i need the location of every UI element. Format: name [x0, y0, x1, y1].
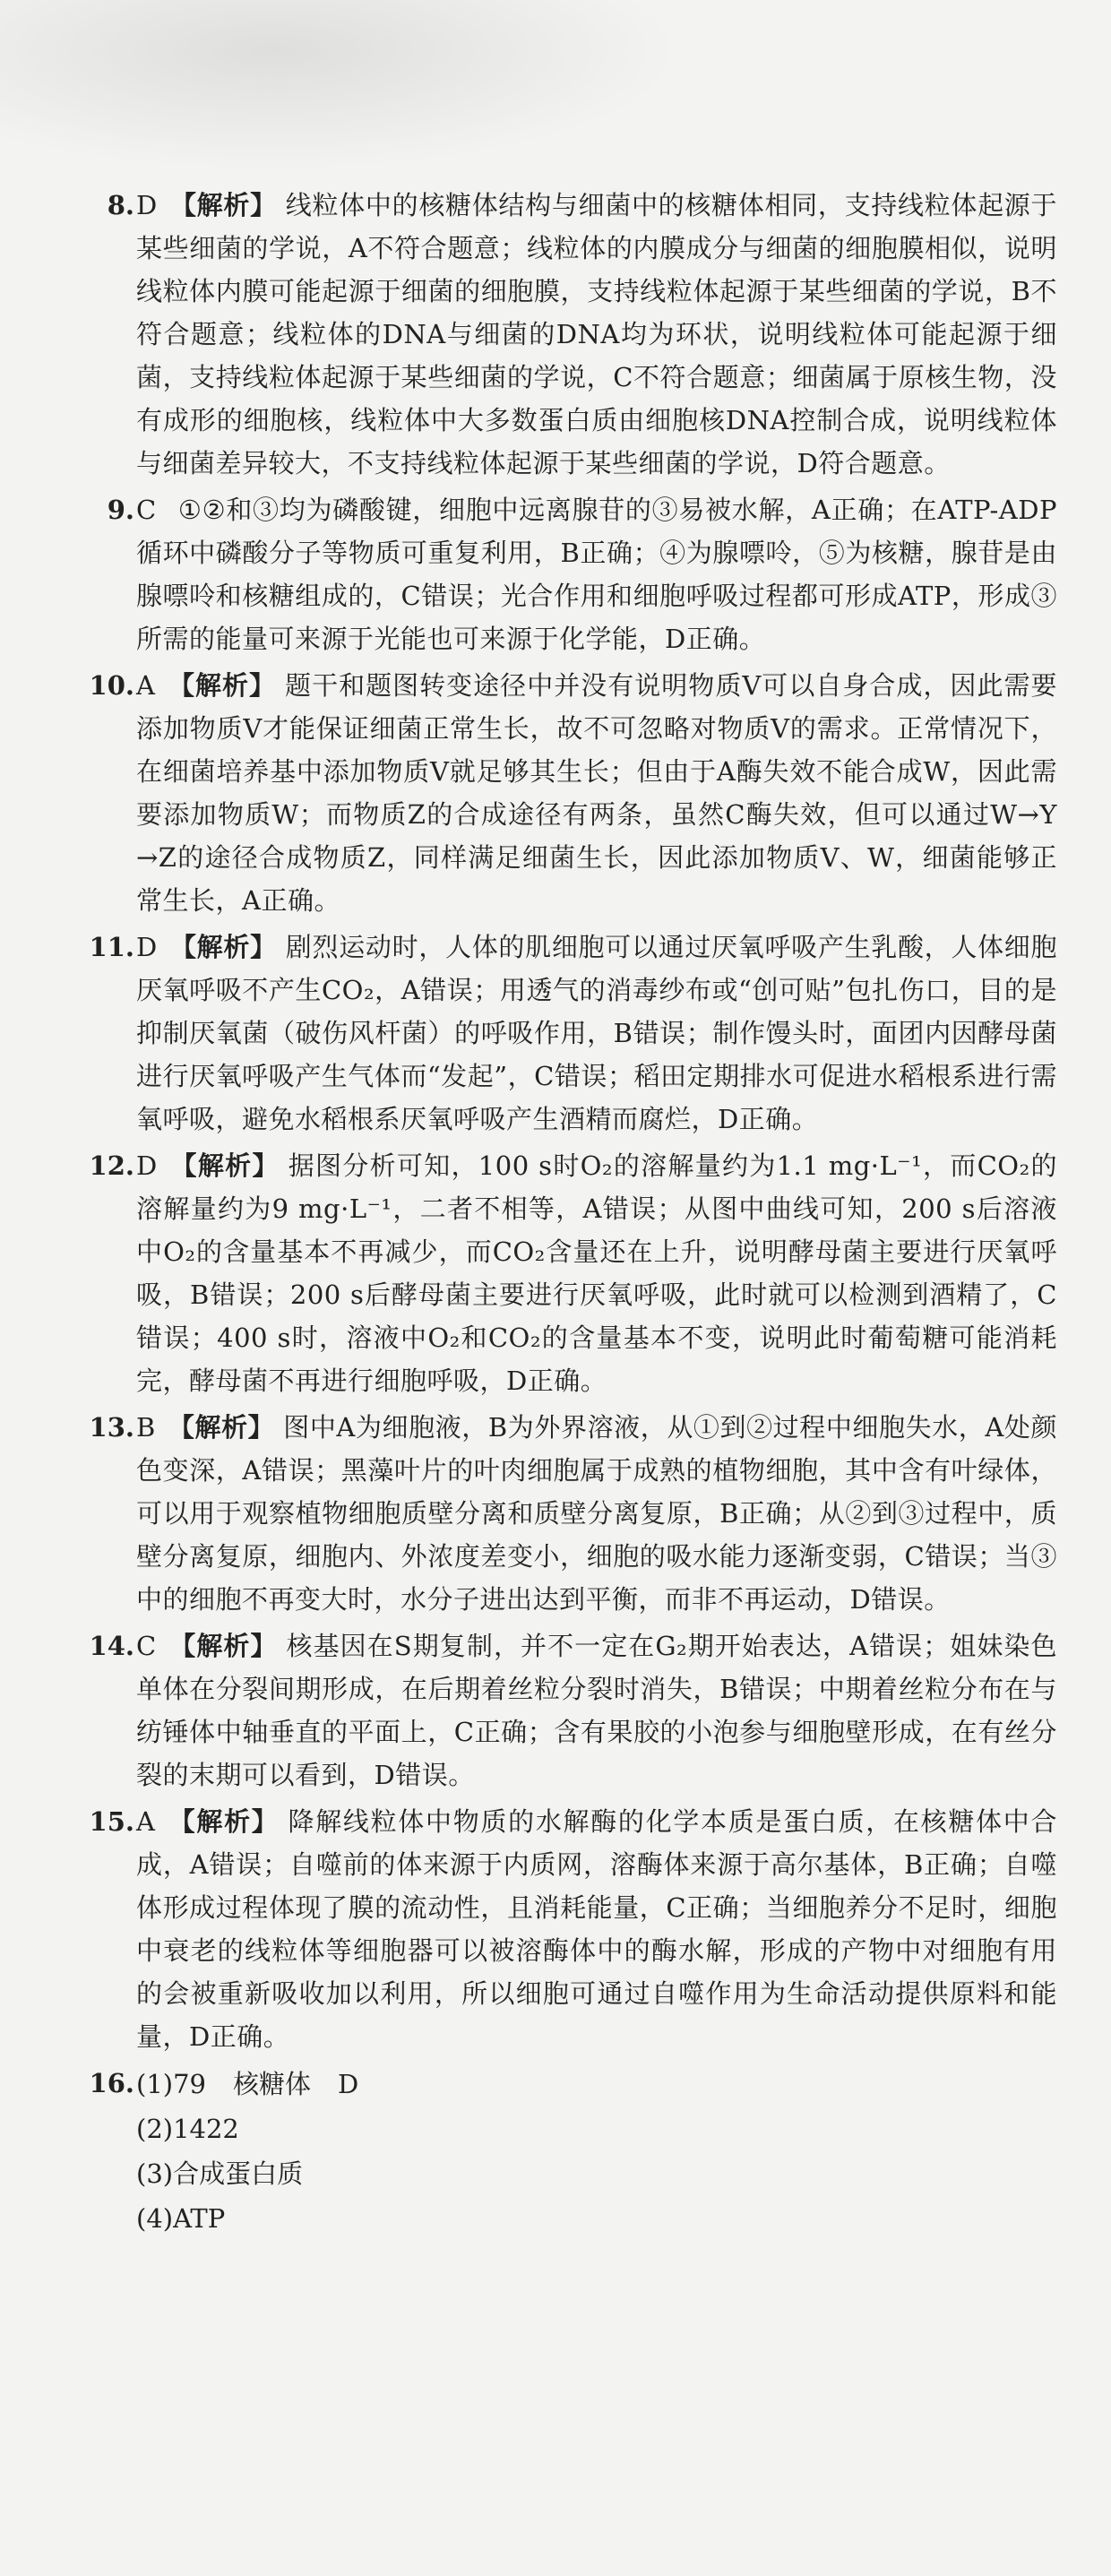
analysis-tag: 【解析】 [169, 190, 277, 220]
explanation-body: 线粒体中的核糖体结构与细菌中的核糖体相同，支持线粒体起源于某些细菌的学说，A不符合题意；线粒体的内膜成分与细菌的细胞膜相似，说明线粒体内膜可能起源于细菌的细胞膜，支持线粒体起源于某些细菌的学说，B不符合题意；线粒体的DNA与细菌的DNA均为环状，说明线粒体可能起源于细菌，支持线粒体起源于某些细菌的学说，C不符合题意；细菌属于原核生物，没有成形的细胞核，线粒体中大多数蛋白质由细胞核DNA控制合成，说明线粒体与细菌差异较大，不支持线粒体起源于某些细菌的学说，D符合题意。 [136, 190, 1057, 478]
answer-item-11 [54, 926, 1057, 1141]
question-number: 13. [89, 1412, 134, 1443]
explanation-text [136, 184, 1057, 485]
question-number: 14. [89, 1631, 134, 1661]
answer-item-13 [54, 1406, 1057, 1621]
explanation-text [136, 488, 1057, 660]
answer-choice: A [136, 670, 156, 701]
explanation-body: 据图分析可知，100 s时O₂的溶解量约为1.1 mg·L⁻¹，而CO₂的溶解量约为9 mg·L⁻¹，二者不相等，A错误；从图中曲线可知，200 s后溶液中O₂的含量基本不再减少，而CO₂含量还在上升，说明酵母菌主要进行厌氧呼吸，B错误；200 s后酵母菌主要进行厌氧呼吸，此时就可以检测到酒精了，C错误；400 s时，溶液中O₂和CO₂的含量基本不变，说明此时葡萄糖可能消耗完，酵母菌不再进行细胞呼吸，D正确。 [136, 1150, 1057, 1396]
analysis-tag: 【解析】 [168, 1631, 278, 1661]
explanation-body: 核基因在S期复制，并不一定在G₂期开始表达，A错误；姐妹染色单体在分裂间期形成，在后期着丝粒分裂时消失，B错误；中期着丝粒分布在与纺锤体中轴垂直的平面上，C正确；含有果胶的小泡参与细胞壁形成，在有丝分裂的末期可以看到，D错误。 [136, 1631, 1057, 1790]
sub-answer-2 [136, 2106, 1057, 2151]
sub-answer-part: (3)合成蛋白质 [136, 2158, 304, 2189]
explanation-body: 题干和题图转变途径中并没有说明物质V可以自身合成，因此需要添加物质V才能保证细菌正常生长，故不可忽略对物质V的需求。正常情况下，在细菌培养基中添加物质V就足够其生长；但由于A酶失效不能合成W，因此需要添加物质W；而物质Z的合成途径有两条，虽然C酶失效，但可以通过W→Y→Z的途径合成物质Z，同样满足细菌生长，因此添加物质V、W，细菌能够正常生长，A正确。 [136, 670, 1057, 916]
analysis-tag: 【解析】 [169, 932, 277, 962]
sub-answer-part: D [338, 2069, 359, 2099]
question-number: 8. [107, 190, 134, 220]
question-number: 9. [107, 495, 134, 525]
sub-answer-part: (4)ATP [136, 2203, 226, 2234]
sub-answer-part: 核糖体 [232, 2069, 311, 2099]
explanation-text [136, 1406, 1057, 1621]
answer-item-12 [54, 1144, 1057, 1402]
explanation-body: 图中A为细胞液，B为外界溶液，从①到②过程中细胞失水，A处颜色变深，A错误；黑藻叶片的叶肉细胞属于成熟的植物细胞，其中含有叶绿体，可以用于观察植物细胞质壁分离和质壁分离复原，B正确；从②到③过程中，质壁分离复原，细胞内、外浓度差变小，细胞的吸水能力逐渐变弱，C错误；当③中的细胞不再变大时，水分子进出达到平衡，而非不再运动，D错误。 [136, 1412, 1057, 1615]
answer-item-16 [54, 2062, 1057, 2241]
analysis-tag: 【解析】 [168, 1412, 275, 1443]
question-number: 15. [89, 1806, 134, 1837]
explanation-text [136, 664, 1057, 922]
answer-choice: C [136, 1631, 157, 1661]
answer-list [54, 184, 1057, 2244]
explanation-body: 降解线粒体中物质的水解酶的化学本质是蛋白质，在核糖体中合成，A错误；自噬前的体来源于内质网，溶酶体来源于高尔基体，B正确；自噬体形成过程体现了膜的流动性，且消耗能量，C正确；当细胞养分不足时，细胞中衰老的线粒体等细胞器可以被溶酶体中的酶水解，形成的产物中对细胞有用的会被重新吸收加以利用，所以细胞可通过自噬作用为生命活动提供原料和能量，D正确。 [136, 1806, 1057, 2052]
answer-choice: C [136, 495, 157, 525]
answer-item-15 [54, 1800, 1057, 2058]
explanation-text [136, 926, 1057, 1141]
question-number: 11. [89, 932, 134, 962]
analysis-tag: 【解析】 [169, 1150, 280, 1181]
analysis-tag: 【解析】 [168, 670, 277, 701]
answer-item-9 [54, 488, 1057, 660]
explanation-text [136, 1800, 1057, 2058]
sub-answer-3 [136, 2151, 1057, 2196]
explanation-text [136, 1144, 1057, 1402]
sub-answer-part: (1)79 [136, 2069, 206, 2099]
answer-item-10 [54, 664, 1057, 922]
analysis-tag: 【解析】 [168, 1806, 280, 1837]
question-number: 10. [89, 670, 134, 701]
explanation-text [136, 1624, 1057, 1796]
answer-choice: A [136, 1806, 156, 1837]
answer-item-14 [54, 1624, 1057, 1796]
answer-choice: D [136, 190, 158, 220]
sub-answer-4 [136, 2196, 1057, 2241]
answer-item-8 [54, 184, 1057, 485]
scan-smudge [0, 0, 681, 170]
explanation-body: 剧烈运动时，人体的肌细胞可以通过厌氧呼吸产生乳酸，人体细胞厌氧呼吸不产生CO₂，A错误；用透气的消毒纱布或“创可贴”包扎伤口，目的是抑制厌氧菌（破伤风杆菌）的呼吸作用，B错误；制作馒头时，面团内因酵母菌进行厌氧呼吸产生气体而“发起”，C错误；稻田定期排水可促进水稻根系进行需氧呼吸，避免水稻根系厌氧呼吸产生酒精而腐烂，D正确。 [136, 932, 1057, 1134]
answer-choice: B [136, 1412, 156, 1443]
question-number: 16. [89, 2068, 134, 2098]
question-number: 12. [89, 1150, 134, 1181]
answer-choice: D [136, 1150, 158, 1181]
sub-answers [136, 2062, 1057, 2241]
sub-answer-1 [136, 2062, 1057, 2106]
sub-answer-part: (2)1422 [136, 2114, 239, 2144]
answer-choice: D [136, 932, 158, 962]
explanation-body: ①②和③均为磷酸键，细胞中远离腺苷的③易被水解，A正确；在ATP-ADP循环中磷酸分子等物质可重复利用，B正确；④为腺嘌呤，⑤为核糖，腺苷是由腺嘌呤和核糖组成的，C错误；光合作用和细胞呼吸过程都可形成ATP，形成③所需的能量可来源于光能也可来源于化学能，D正确。 [136, 495, 1057, 654]
